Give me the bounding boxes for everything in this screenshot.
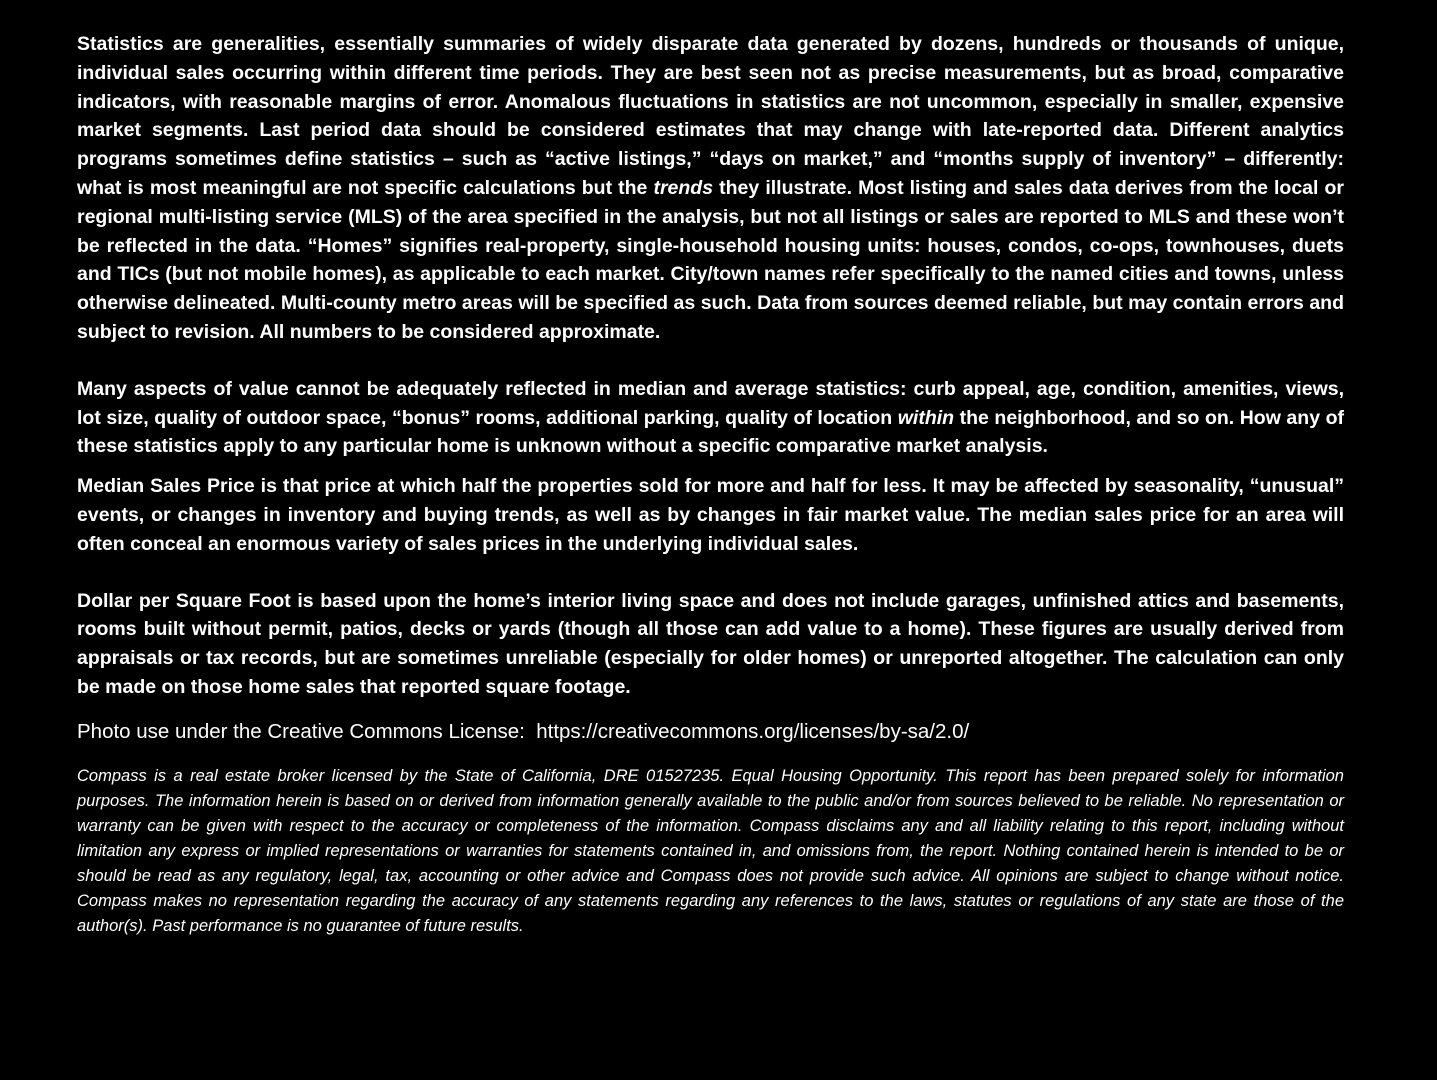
statistics-text-part-2: they illustrate. Most listing and sales data derives from the local or regional multi-listing service (MLS) of the area specified in the analysis, but not all listings or sales are reported to MLS and these won’t be reflected in the data. “Homes” signifies real-property, single-household housing units: houses, condos, co-ops, townhouses, duets and TICs (but not mobile homes), as applicable to each market. City/town names refer specifically to the named cities and towns, unless otherwise delineated. Multi-county metro areas will be specified as such. Data from sources deemed reliable, but may contain errors and subject to revision. All numbers to be considered approximate. bbox=[77, 176, 1344, 343]
trends-emphasis: trends bbox=[653, 176, 714, 199]
statistics-generalities-paragraph bbox=[77, 30, 1344, 347]
aspects-text-part-1: Many aspects of value cannot be adequately reflected in median and average statistics: curb appeal, age, condition, amenities, views, lot size, quality of outdoor space, “bonus” rooms, additional parking, quality of location bbox=[77, 377, 1344, 429]
aspects-text-part-2: the neighborhood, and so on. How any of these statistics apply to any particular home is unknown without a specific comparative market analysis. bbox=[77, 406, 1344, 458]
disclosure-page bbox=[77, 30, 1344, 939]
photo-license-line bbox=[77, 716, 1344, 748]
median-sales-price-paragraph: Median Sales Price is that price at which half the properties sold for more and half for less. It may be affected by seasonality, “unusual” events, or changes in inventory and buying trends, as well as by changes in fair market value. The median sales price for an area will often conceal an enormous variety of sales prices in the underlying individual sales. bbox=[77, 475, 1344, 555]
legal-disclaimer: Compass is a real estate broker licensed by the State of California, DRE 01527235. Equal Housing Opportunity. This report has been prepared solely for information purposes. The information herein is based on or derived from information generally available to the public and/or from sources believed to be reliable. No representation or warranty can be given with respect to the accuracy or completeness of the information. Compass disclaims any and all liability relating to this report, including without limitation any express or implied representations or warranties for statements contained in, and omissions from, the report. Nothing contained herein is intended to be or should be read as any regulatory, legal, tax, accounting or other advice and Compass does not provide such advice. All opinions are subject to change without notice. Compass makes no representation regarding the accuracy of any statements regarding any references to the laws, statutes or regulations of any state are those of the author(s). Past performance is no guarantee of future results. bbox=[77, 766, 1344, 935]
within-emphasis: within bbox=[897, 406, 955, 429]
dollar-per-square-foot-paragraph: Dollar per Square Foot is based upon the home’s interior living space and does not include garages, unfinished attics and basements, rooms built without permit, patios, decks or yards (though all those can add value to a home). These figures are usually derived from appraisals or tax records, but are sometimes unreliable (especially for older homes) or unreported altogether. The calculation can only be made on those home sales that reported square footage. bbox=[77, 589, 1344, 698]
photo-license-url: https://creativecommons.org/licenses/by-sa/2.0/ bbox=[536, 719, 970, 743]
photo-license-label: Photo use under the Creative Commons License: bbox=[77, 719, 537, 743]
statistics-text-part-1: Statistics are generalities, essentially summaries of widely disparate data generated by dozens, hundreds or thousands of unique, individual sales occurring within different time periods. They are best seen not as precise measurements, but as broad, comparative indicators, with reasonable margins of error. Anomalous fluctuations in statistics are not uncommon, especially in smaller, expensive market segments. Last period data should be considered estimates that may change with late-reported data. Different analytics programs sometimes define statistics – such as “active listings,” “days on market,” and “months supply of inventory” – differently: what is most meaningful are not specific calculations but the bbox=[77, 33, 1344, 199]
aspects-of-value-paragraph bbox=[77, 375, 1344, 461]
